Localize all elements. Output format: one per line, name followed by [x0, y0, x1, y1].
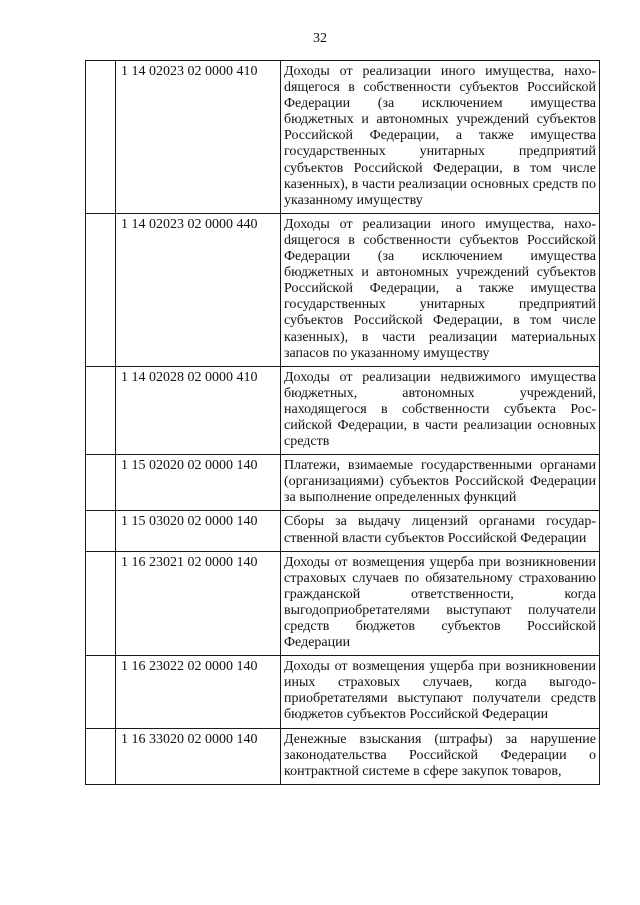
table-row	[86, 656, 600, 728]
revenue-code: 1 16 23022 02 0000 140	[116, 656, 281, 728]
revenue-code: 1 16 23021 02 0000 140	[116, 551, 281, 656]
revenue-codes-table	[85, 60, 600, 785]
revenue-code: 1 14 02023 02 0000 410	[116, 61, 281, 214]
blank-cell	[86, 61, 116, 214]
table-row	[86, 366, 600, 454]
table-row	[86, 728, 600, 784]
revenue-code: 1 16 33020 02 0000 140	[116, 728, 281, 784]
table-row	[86, 511, 600, 551]
blank-cell	[86, 551, 116, 656]
blank-cell	[86, 213, 116, 366]
table-row	[86, 213, 600, 366]
revenue-description: Доходы от возмещения ущерба при возникновении иных страховых случаев, когда выгодоприобретателями выступают получатели средств бюджетов субъектов Российской Федерации	[281, 656, 600, 728]
revenue-code: 1 14 02023 02 0000 440	[116, 213, 281, 366]
revenue-code: 1 15 03020 02 0000 140	[116, 511, 281, 551]
revenue-description: Доходы от реализации иного имущества, нахоdящегося в собственности субъектов Российской Федерации (за исключением имущества бюджетных и автономных учреждений субъектов Российской Федерации, а также имущества государственных унитарных предприятий субъектов Российской Федерации, в том числе казенных), в части реализации материальных запасов по указанному имуществу	[281, 213, 600, 366]
revenue-description: Денежные взыскания (штрафы) за нарушение законодательства Российской Федерации о контрактной системе в сфере закупок товаров,	[281, 728, 600, 784]
blank-cell	[86, 728, 116, 784]
table-row	[86, 455, 600, 511]
blank-cell	[86, 656, 116, 728]
revenue-description: Доходы от возмещения ущерба при возникновении страховых случаев по обязательному страхованию гражданской ответственности, когда выгодоприобретателями выступают получатели средств бюджетов субъектов Российской Федерации	[281, 551, 600, 656]
page-number: 32	[313, 31, 327, 46]
revenue-code: 1 14 02028 02 0000 410	[116, 366, 281, 454]
blank-cell	[86, 366, 116, 454]
blank-cell	[86, 455, 116, 511]
revenue-code: 1 15 02020 02 0000 140	[116, 455, 281, 511]
revenue-description: Доходы от реализации недвижимого имущества бюджетных, автономных учреждений, находящегося в собственности субъекта Российской Федерации, в части реализации основных средств	[281, 366, 600, 454]
table-row	[86, 61, 600, 214]
blank-cell	[86, 511, 116, 551]
revenue-description: Доходы от реализации иного имущества, нахоdящегося в собственности субъектов Российской Федерации (за исключением имущества бюджетных и автономных учреждений субъектов Российской Федерации, а также имущества государственных унитарных предприятий субъектов Российской Федерации, в том числе казенных), в части реализации основных средств по указанному имуществу	[281, 61, 600, 214]
table-row	[86, 551, 600, 656]
revenue-description: Сборы за выдачу лицензий органами государственной власти субъектов Российской Федерации	[281, 511, 600, 551]
revenue-description: Платежи, взимаемые государственными органами (организациями) субъектов Российской Федерации за выполнение определенных функций	[281, 455, 600, 511]
